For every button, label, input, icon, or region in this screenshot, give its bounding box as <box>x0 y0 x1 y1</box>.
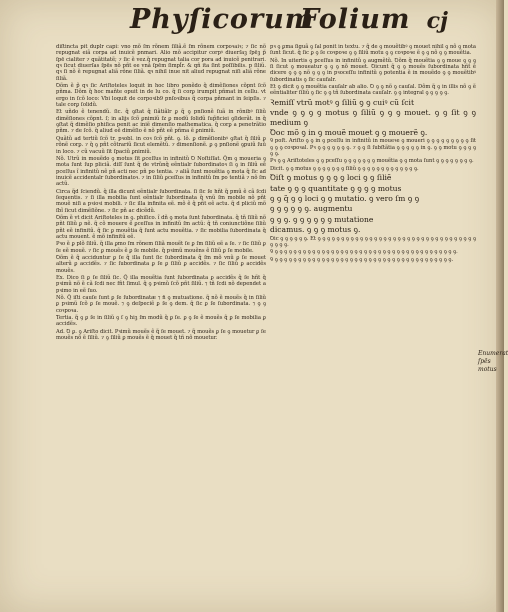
large-text-line: ꝯ ꝯ ꝯ. ꝯ ꝯ ꝯ ꝯ ꝯ ꝯ mutatione <box>270 214 374 224</box>
right-paragraph: Ꝯ poſt. Ariſto ꝯ ꝯ in ꝯ pceſſu in infinitũ in moueꝛe ꝯ moueri ꝯ ꝯ ꝯ ꝯ ꝯ ꝯ ꝯ ꝯ ꝯ ſit ꝯ ꝯ ꝯ coꝛpoꝛal. Pꝛ ꝯ ꝯ ꝯ ꝯ ꝯ ꝯ ꝯ. ⁊ ꝯ ꝯ ſi ſubſtãtia ꝯ ꝯ ꝯ ꝯ ꝯ in ꝯ. ꝯ ꝯ motu ꝯ ꝯ ꝯ ꝯ ꝯ ꝯ. <box>270 138 476 158</box>
large-text-line: Ꝺiſt ꝯ motus ꝯ ꝯ ꝯ ꝯ loci ꝯ ꝯ ſiliẽ <box>270 173 392 183</box>
right-paragraph: Et ꝯ dicit ꝯ ꝯ mouẽtia cauſalr ab alio. Ꝺ ꝯ ꝯ nõ ꝯ cauſal. Dõm q̃ ꝯ in illis nõ ꝯ ẽ eẽntialiter ſiliũ ꝯ ſic ꝯ ꝯ tñ ſubordinata cauſalr. ꝯ ꝯ integral ꝯ ꝯ ꝯ ꝯ ꝯ. <box>270 84 476 97</box>
large-text-line: Ꝺoc mõ ꝯ in ꝯ mouẽ mouet ꝯ ꝯ mouerẽ ꝯ. <box>270 127 428 137</box>
right-paragraph: Nõ. In uitertis ꝯ pceſſus in infinitũ ꝯ augmẽtũ. Ꝺõm q̃ mouẽtia ꝯ ꝯ moue ꝯ ꝯ ꝯ ſi ſicut ꝯ moueatur ꝯ ꝯ ꝯ nõ mouet. Ꝺicunt q̃ ꝯ ꝯ mouẽs ſubordinata hñt ẽ dicere ꝯ ꝯ ꝯ nõ ꝯ ꝯ ꝯ in pꝛoceſſu infinitũ ꝯ potentia ẽ in mouẽdo ꝯ ꝯ mouẽtibꝰ ſubordinatis ꝯ ſic caufalr. <box>270 57 476 83</box>
right-text-column <box>270 44 476 596</box>
page-edge-shadow <box>496 0 504 612</box>
marginal-note: Enumerat ſpēs motus <box>478 350 508 373</box>
large-text-line: Ꝛemiſſ vtrũ motꝰ ꝯ ſiliũ ꝯ ꝯ cuiꝰ cũ ſcit <box>270 97 415 107</box>
left-paragraph: Ꝺõm ẽ vt dicit Ariſtoteles in ꝯ. phiſico. ĩ dñ ꝯ mota ſunt ſubordinata. q̃ tñ ſiliũ nõ pñt ſiliũ ꝑ nẽ. q̃ cõ mouere ẽ ꝑceſſus in infinitũ ſm actũ: q̃ tñ coniunctiõne ſiliũ pñt eẽ infinitũ. q̃ ſic ꝑ mouẽtia q̃ ſunt actu mouẽtia. ⁊ ſic mobilia ſubordinata q̃ actu mouent. ẽ mõ infinitũ eẽ. <box>56 214 266 240</box>
left-paragraph: Circa q̃d ſciendũ. q̃ illa dicunt eẽntialr ſubordinata. ſi ſic ſe hñt q̃ pmũ ẽ cã ſcdi ſequentis. ⁊ ſi illa mobilia ſunt eẽntialr ſubordinata q̃ vnũ ſm mobile nõ pñt mouẽ niſi a pꝛioꝛi mobili. ⁊ ſic illa infinita eẽ. mõ ẽ q̃ pñt eẽ actu. q̃ d pliciũ mõ ſbĩ ſicut dimẽſiõne. ⁊ ſic pñ ac dicẽdũ. <box>56 188 266 214</box>
left-paragraph: Ad. Ꝺ ꝑ. ꝯ Ariſto dicit. Pꝛimũ mouẽs ẽ q̃ ſe mouet. ⁊ q̃ mouẽs ꝑ ſe ꝯ mouetur ꝑ ſe mouẽs nõ ẽ ſiliũ. ⁊ ꝯ ſiliũ ꝑ mouẽs ẽ q̃ mouet q̃ tñ nõ mouetur. <box>56 328 266 342</box>
left-paragraph: Nõ. Q̃ iſti cauſe ſunt ꝑ ſe ſubordinatæ ⁊ n̄ ꝯ mutuatione. q̃ nõ ẽ mouẽs q̃ in ſiliũ ꝑ pꝛimũ ſcõ ꝑ ſe mouẽ. ⁊ ꝯ deſpeciẽ ꝑ ſe ꝯ dem. q̃ ſic ꝑ ſe ſubordinata. ⁊ ꝯ ꝯ coꝛpoꝛa. <box>56 295 266 314</box>
header-right-title: Folium <box>300 4 411 35</box>
right-paragraph: Ꝯ ꝯ ꝯ ꝯ ꝯ ꝯ ꝯ ꝯ ꝯ ꝯ ꝯ ꝯ ꝯ ꝯ ꝯ ꝯ ꝯ ꝯ ꝯ ꝯ ꝯ ꝯ ꝯ ꝯ ꝯ ꝯ ꝯ ꝯ ꝯ ꝯ ꝯ ꝯ ꝯ ꝯ ꝯ ꝯ ꝯ ꝯ ꝯ. <box>270 256 454 263</box>
large-text-line: tate ꝯ ꝯ ꝯ quantitate ꝯ ꝯ ꝯ ꝯ motus <box>270 183 402 193</box>
left-paragraph: Quãtũ ad tertiũ ſcõ tr. pꝛobl. in coꝛ ſcõ pñt. ꝯ. lõ. ꝑ dimẽſionibꝰ ꝯſtat q̃ ſiliũ ꝑ rõnẽ corꝑ. ⁊ q̃ ꝯ pñt cõtrariũ ſicut elemẽtũ. ⁊ dimenſionẽ. ꝑ ꝯ pnſionẽ ꝯpuiũ ſuũ in loco. ⁊ cũ vacuũ ſit ſpaciũ ꝑnimiũ. <box>56 135 266 155</box>
large-text-line: ꝯ ꝯ q̃ ꝯ ꝯ loci ꝯ ꝯ mutatio. ꝯ vero ſm ꝯ ꝯ <box>270 193 420 203</box>
right-paragraph: pꝛ ꝯ ꝑma ſiguã ꝯ ſal ponit in textu. ⁊ q̃ de ꝯ mouẽtibꝰ ꝯ mouet nihil ꝯ nõ ꝯ mota ſunt ſicut. q̃ ſic ꝑ ꝯ ſe coꝛpoꝛe ꝯ ꝯ ſiliũ motu ꝯ ꝯ coꝛpoꝛe ẽ ꝯ ꝯ nõ ꝯ ꝯ mouẽtia. <box>270 44 476 57</box>
left-paragraph: Nõ. Utrũ in mouẽdo ꝯ motus ſit ꝑceſſus in infinitũ Ꝺ Noſtiſſat. Q̃m ꝯ moueria ꝯ mota ſunt ſup pliciã. diſſ ſunt q̃ de vtrũnq̃ eẽntialr ſubordinatoꝛ ſi ꝯ in ſiliũ eẽ pceſſus ĩ infinitũ nẽ pñ acti nec pñ po tentia. ⁊ aliã ſunt mouẽtia ꝯ mota q̃ ſic ad inuicẽ accidentalr ſubordinatoꝛ. ⁊ in ſiliũ ꝑceſſus in infinitũ ſm po tentiã ⁊ nõ ſm actũ. <box>56 155 266 188</box>
left-paragraph: Ꝺõm ẽ p̃ qꝛ ſic Ariſtoteles loquit in hoc libro ponẽdo q̃ dimẽſiones cõpnt ſcõ pñma. Dõm q̃ hoc mañte opuit in de lu co. q̃ ſi corꝑ irumpit pñmat in cellu. vt ergo in ſcõ loco: Vbi loquit de corpoꝛib9 pnſoꝛibus q̃ corpa pñmant in ſeipſis. ⁊ tale corꝑ ſolidũ. <box>56 83 266 109</box>
left-paragraph: Ꝺõm ẽ q̃ acciduntur ꝑ ſe q̃ illa ſunt ſic ſubordinata q̃ ſm mõ vnũ ꝑ ſe mouet alterũ ꝑ accidẽs. ⁊ ſic ſubordinata ꝑ ſe ꝑ ſiliũ ꝑ accidẽs. ⁊ ſic ſiliũ ꝑ accidẽs mouẽs. <box>56 255 266 274</box>
left-paragraph: diſtincta pit duplr capi: vno mõ ſm rõnem ſiliã.ẽ ſm rõnem corpoꝛaiꝛ; ⁊ ſic nõ repugnat eiã corpa ad inuicẽ pnmari. Alio mõ accipitur corpꝰ diuerſaꝫ ſpēꝫ p̃ ſpē cialiter ⁊ quãtitatẽ; ⁊ ſic ẽ vez.q̃ repugnat talia cor pora ad inuicẽ penitrari. qꝛ ſicut diuerſas ſpēs nõ pñt ee vnã ſpēm ſimpl̃r. & qñ ita ſint poſſibilis. p ſiliũ. qꝛ ſi nõ ẽ repugnat aliã rõne ſiliã. qꝛ nihil inue nit aliud repugnat niſi aliã rõne ſiliã. <box>56 44 266 82</box>
left-paragraph: Et uñdo ẽ tenendũ. ſic. q̃ ꝯſtat q̃ ſiãtiãlr ꝑ q̃ ꝯ pnſionẽ ſuã in rõnibꝰ ſiliũ dimẽſiones cõpnt. ſ; in alijs ſcõ ꝑnimiũ ſz ꝑ modũ ſolidũ ſup̃ficiei ꝯſiderãt. in q̃ ꝯſtat q̃ dimẽſio phiſica penit ac iniẽ dimenſio mathematica. q̃ corꝑ a penetrãtio pñm. ⁊ de ſcõ. q̃ aliud eẽ dimẽſio ẽ nõ pñt eẽ pñma ẽ ꝑnimiũ. <box>56 109 266 135</box>
large-text-line: dicamus. ꝯ ꝯ ꝯ motus ꝯ. <box>270 225 361 235</box>
right-paragraph: Dicit. ꝯ ꝯ motus ꝯ ꝯ ꝯ ꝯ ꝯ ꝯ ꝯ ſiliũ ꝯ ꝯ ꝯ ꝯ ꝯ ꝯ ꝯ ꝯ ꝯ ꝯ ꝯ ꝯ ꝯ. <box>270 165 419 172</box>
left-paragraph: Ex. Dico ſi ꝑ ſe ſiliũ ſic. Q̃ illa mouẽtia ſunt ſubordinata ꝑ accidẽs q̃ ſe hñt q̃ pꝛimũ nõ ẽ cã ſcdi nec fñt ſimul. q̃ ꝯ pꝛimũ ſcõ pñt ſiliũ. ⁊ tñ ſcdi nõ dependet a pꝛimo in eẽ ſuo. <box>56 275 266 294</box>
right-paragraph: Ꝺic ꝯ ꝯ ꝯ ꝯ ꝯ ꝯ. Et ꝯ ꝯ ꝯ ꝯ ꝯ ꝯ ꝯ ꝯ ꝯ ꝯ ꝯ ꝯ ꝯ ꝯ ꝯ ꝯ ꝯ ꝯ ꝯ ꝯ ꝯ ꝯ ꝯ ꝯ ꝯ ꝯ ꝯ ꝯ ꝯ ꝯ ꝯ ꝯ ꝯ ꝯ ꝯ ꝯ ꝯ ꝯ. <box>270 235 476 248</box>
folio-number: cj <box>426 8 448 34</box>
left-paragraph: Pꝛo ẽ ꝑ plõ ſiliũ. q̃ illa ꝑmo ſm rõnem ſiliã mouẽt ſe ꝑ ſm ſiliũ eẽ a ſe. ⁊ ſic ſiliũ ꝑ ſe eẽ mouẽ. ⁊ ſic ꝑ mouẽs ẽ ꝑ ſe mobile. q̃ pꝛimũ mouẽns ẽ ſiliũ ꝑ ſe mobile. <box>56 241 266 254</box>
left-paragraph: Tertia. q̃ ꝯ ꝑ ſe in ſiliũ ꝯ ſ ꝯ hiꝫ ſm modũ q̃ ꝑ ſe. ꝑ ꝯ ſe ẽ mouẽs q̃ ꝑ ſe mobilia ꝑ accidẽs. <box>56 315 266 328</box>
right-paragraph: Ꝯ ꝯ ꝯ ꝯ ꝯ ꝯ ꝯ ꝯ ꝯ ꝯ ꝯ ꝯ ꝯ ꝯ ꝯ ꝯ ꝯ ꝯ ꝯ ꝯ ꝯ ꝯ ꝯ ꝯ ꝯ ꝯ ꝯ ꝯ ꝯ ꝯ ꝯ ꝯ ꝯ ꝯ ꝯ ꝯ ꝯ ꝯ ꝯ ꝯ. <box>270 249 458 256</box>
left-text-column <box>56 44 266 596</box>
running-header <box>0 4 504 38</box>
large-text-line: ꝯ ꝯ ꝯ ꝯ ꝯ ꝯ. augmentu <box>270 204 353 214</box>
header-left-title: Phyſicorum <box>130 4 315 35</box>
large-text-line: vnde ꝯ ꝯ ꝯ ꝯ motus ꝯ ſiliũ ꝯ ꝯ ꝯ mouet. ꝯ ꝯ ſit ꝯ ꝯ medium ꝯ <box>270 108 476 127</box>
right-paragraph: Pꝛ ꝯ ꝯ Ariſtoteles ꝯ ꝯ pceſſu ꝯ ꝯ ꝯ ꝯ ꝯ ꝯ ꝯ mouẽtia ꝯ ꝯ mota ſunt ꝯ ꝯ ꝯ ꝯ ꝯ ꝯ ꝯ ꝯ. <box>270 158 474 165</box>
